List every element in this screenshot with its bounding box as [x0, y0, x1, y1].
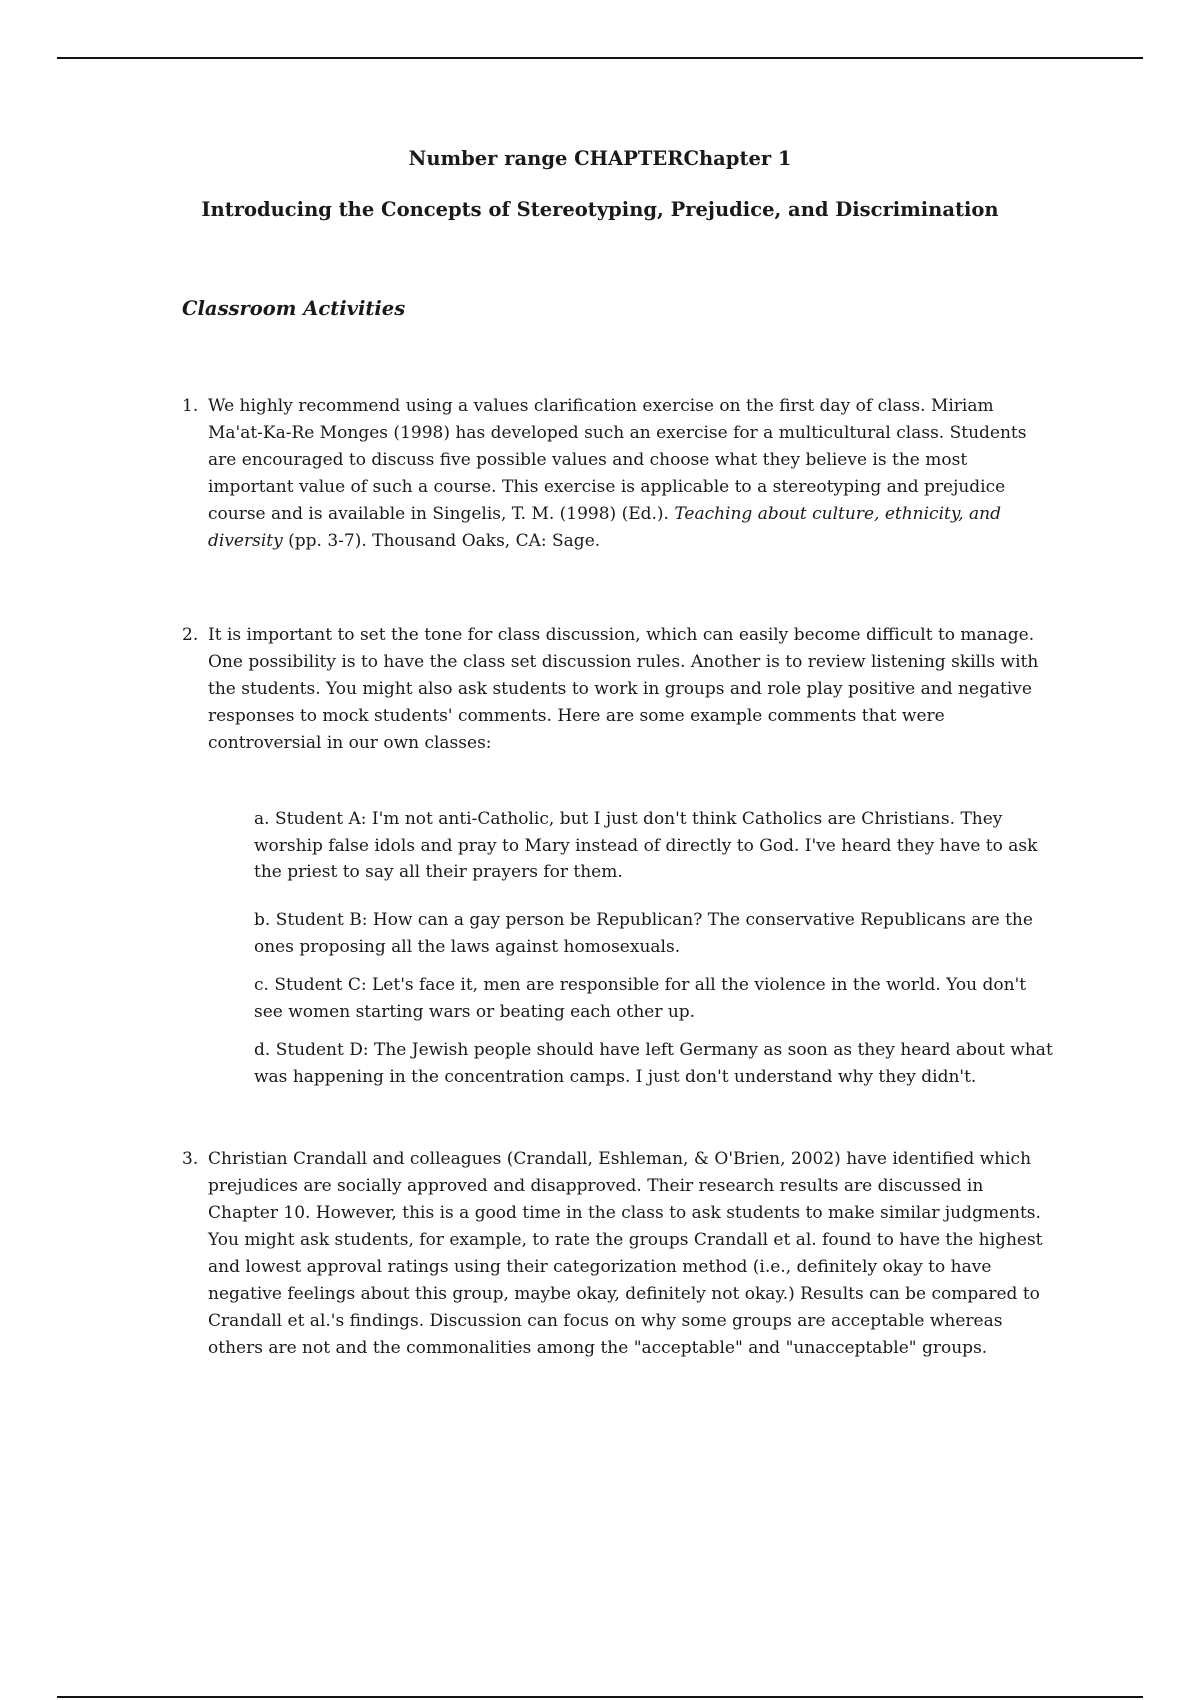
list-item-text: It is important to set the tone for class discussion, which can easily become difficult to manage. One possibility is to have the class set discussion rules. Another is to review listening skills with the students. You might also ask students to work in groups and role play positive and negative responses to mock students' comments. Here are some example comments that were controversial in our own classes:: [208, 625, 1039, 753]
list-item: [182, 1146, 1052, 1362]
chapter-title: Number range CHAPTERChapter 1: [408, 147, 792, 170]
section-heading: Classroom Activities: [182, 297, 406, 320]
example-comment-b: b. Student B: How can a gay person be Republican? The conservative Republicans are the ones proposing all the laws against homosexuals.: [254, 910, 1033, 957]
book-title: Teaching about culture, ethnicity, and diversity: [208, 504, 1001, 551]
top-rule: [57, 57, 1143, 59]
bottom-rule: [57, 1696, 1143, 1698]
list-item: [182, 622, 1052, 757]
list-item-number: 3.: [182, 1149, 199, 1169]
chapter-subtitle: Introducing the Concepts of Stereotyping, Prejudice, and Discrimination: [201, 198, 999, 221]
list-item-number: 1.: [182, 396, 199, 416]
example-comment-a: a. Student A: I'm not anti-Catholic, but I just don't think Catholics are Christians. They worship false idols and pray to Mary instead of directly to God. I've heard they have to ask the priest to say all their prayers for them.: [254, 809, 1038, 882]
list-item: [182, 393, 1052, 555]
example-comment-c: c. Student C: Let's face it, men are responsible for all the violence in the world. You don't see women starting wars or beating each other up.: [254, 975, 1027, 1022]
list-item-text: Christian Crandall and colleagues (Crandall, Eshleman, & O'Brien, 2002) have identified which prejudices are socially approved and disapproved. Their research results are discussed in Chapter 10. However, this is a good time in the class to ask students to make similar judgments. You might ask students, for example, to rate the groups Crandall et al. found to have the highest and lowest approval ratings using their categorization method (i.e., definitely okay to have negative feelings about this group, maybe okay, definitely not okay.) Results can be compared to Crandall et al.'s findings. Discussion can focus on why some groups are acceptable whereas others are not and the commonalities among the "acceptable" and "unacceptable" groups.: [208, 1149, 1043, 1358]
list-item-text: We highly recommend using a values clarification exercise on the first day of class. Miriam Ma'at-Ka-Re Monges (1998) has developed such an exercise for a multicultural class. Students are encouraged to discuss five possible values and choose what they believe is the most important value of such a course. This exercise is applicable to a stereotyping and prejudice course and is available in Singelis, T. M. (1998) (Ed.). Teaching about culture, ethnicity, and diversity (pp. 3-7). Thousand Oaks, CA: Sage.: [208, 396, 1027, 551]
list-item-number: 2.: [182, 625, 199, 645]
example-comment-d: d. Student D: The Jewish people should have left Germany as soon as they heard about what was happening in the concentration camps. I just don't understand why they didn't.: [254, 1040, 1053, 1087]
